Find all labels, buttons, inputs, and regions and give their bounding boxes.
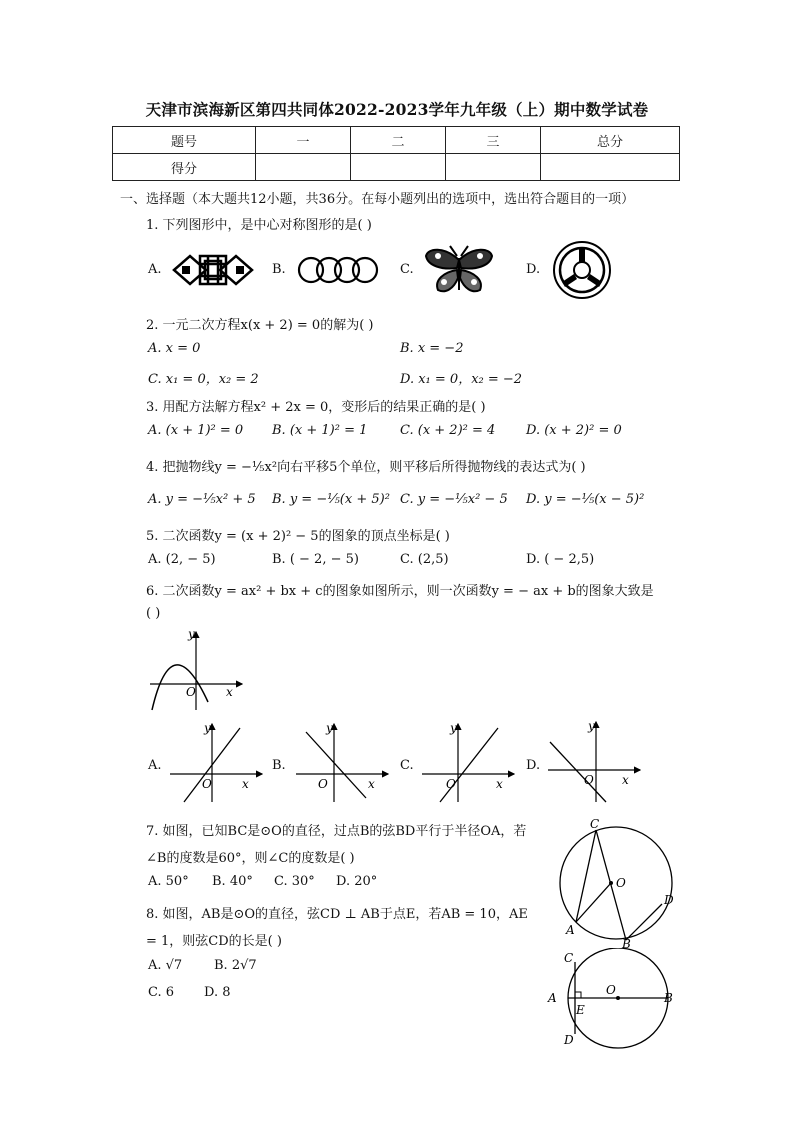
origin-label: O xyxy=(584,773,594,787)
option-b: B. 2√7 xyxy=(214,958,257,973)
option-c: C. (2,5) xyxy=(400,552,449,567)
table-cell xyxy=(351,154,446,181)
option-b: B. xyxy=(272,262,286,277)
option-c: C. y = −⅕x² − 5 xyxy=(400,492,508,507)
axis-label-x: x xyxy=(496,777,503,791)
butterfly-icon xyxy=(424,244,494,296)
point-label-b: B xyxy=(622,937,631,948)
table-cell: 三 xyxy=(446,127,541,154)
question-6-cont: ( ) xyxy=(146,606,161,621)
origin-label: O xyxy=(202,777,212,791)
point-label-d: D xyxy=(564,1033,574,1047)
option-c: C. 30° xyxy=(274,874,315,889)
option-b: B. x = −2 xyxy=(400,341,464,356)
option-a: A. y = −⅕x² + 5 xyxy=(148,492,256,507)
option-d: D. y = −⅕(x − 5)² xyxy=(526,492,645,507)
origin-label: O xyxy=(186,685,196,699)
table-cell: 总分 xyxy=(541,127,680,154)
option-d: D. 8 xyxy=(204,985,231,1000)
option-a: A. 50° xyxy=(148,874,189,889)
option-b: B. (x + 1)² = 1 xyxy=(272,423,368,438)
score-table xyxy=(112,126,680,181)
option-a: A. √7 xyxy=(148,958,183,973)
axis-label-x: x xyxy=(226,685,233,699)
option-d: D. xyxy=(526,262,541,277)
steering-wheel-icon xyxy=(552,240,612,300)
axis-label-y: y xyxy=(588,719,595,733)
question-8-cont: = 1，则弦CD的长是( ) xyxy=(146,934,282,949)
knot-pattern-icon xyxy=(172,248,254,292)
question-6: 6. 二次函数y = ax² + bx + c的图象如图所示，则一次函数y = − ax + b的图象大致是 xyxy=(146,584,654,599)
option-c: C. (x + 2)² = 4 xyxy=(400,423,496,438)
option-c: C. xyxy=(400,758,414,773)
axis-label-y: y xyxy=(204,721,211,735)
page-title: 天津市滨海新区第四共同体2022-2023学年九年级（上）期中数学试卷 xyxy=(145,100,649,119)
circle-figure-q8 xyxy=(544,948,680,1052)
table-row xyxy=(113,154,680,181)
option-d: D. x₁ = 0，x₂ = −2 xyxy=(400,372,523,387)
line-graph-d xyxy=(544,718,644,804)
option-d: D. (x + 2)² = 0 xyxy=(526,423,622,438)
question-4: 4. 把抛物线y = −⅕x²向右平移5个单位，则平移后所得抛物线的表达式为( ) xyxy=(146,460,586,475)
point-label-c: C xyxy=(564,951,574,965)
option-b: B. y = −⅕(x + 5)² xyxy=(272,492,390,507)
option-c: C. x₁ = 0，x₂ = 2 xyxy=(148,372,259,387)
line-graph-c xyxy=(418,718,518,804)
point-label-c: C xyxy=(590,818,600,831)
point-label-e: E xyxy=(576,1003,585,1017)
table-cell xyxy=(541,154,680,181)
axis-label-y: y xyxy=(450,721,457,735)
question-2: 2. 一元二次方程x(x + 2) = 0的解为( ) xyxy=(146,318,374,333)
option-c: C. xyxy=(400,262,414,277)
point-label-o: O xyxy=(606,983,616,997)
option-d: D. xyxy=(526,758,541,773)
option-b: B. ( − 2, − 5) xyxy=(272,552,359,567)
question-7: 7. 如图，已知BC是⊙O的直径，过点B的弦BD平行于半径OA，若 xyxy=(146,824,527,839)
option-d: D. 20° xyxy=(336,874,378,889)
line-graph-a xyxy=(166,718,266,804)
axis-label-x: x xyxy=(242,777,249,791)
option-a: A. (x + 1)² = 0 xyxy=(148,423,244,438)
table-row xyxy=(113,127,680,154)
table-cell: 题号 xyxy=(113,127,256,154)
axis-label-x: x xyxy=(368,777,375,791)
option-a: A. (2, − 5) xyxy=(148,552,216,567)
circle-figure-q7 xyxy=(556,818,684,948)
option-a: A. xyxy=(148,262,162,277)
table-cell: 一 xyxy=(256,127,351,154)
point-label-b: B xyxy=(664,991,673,1005)
axis-label-y: y xyxy=(326,721,333,735)
question-8: 8. 如图，AB是⊙O的直径，弦CD ⊥ AB于点E，若AB = 10，AE xyxy=(146,907,528,922)
point-label-o: O xyxy=(616,876,626,890)
option-b: B. xyxy=(272,758,286,773)
table-cell xyxy=(446,154,541,181)
question-3: 3. 用配方法解方程x² + 2x = 0，变形后的结果正确的是( ) xyxy=(146,400,486,415)
option-b: B. 40° xyxy=(212,874,253,889)
option-d: D. ( − 2,5) xyxy=(526,552,595,567)
table-cell xyxy=(256,154,351,181)
point-label-a: A xyxy=(548,991,557,1005)
option-c: C. 6 xyxy=(148,985,175,1000)
origin-label: O xyxy=(446,777,456,791)
question-7-cont: ∠B的度数是60°，则∠C的度数是( ) xyxy=(146,851,355,866)
olympic-rings-icon xyxy=(297,250,381,290)
option-a: A. xyxy=(148,758,162,773)
table-cell: 二 xyxy=(351,127,446,154)
question-1: 1. 下列图形中，是中心对称图形的是( ) xyxy=(146,218,372,233)
point-label-d: D xyxy=(664,893,674,907)
option-a: A. x = 0 xyxy=(148,341,201,356)
section-heading: 一、选择题（本大题共12小题，共36分。在每小题列出的选项中，选出符合题目的一项） xyxy=(120,192,635,207)
origin-label: O xyxy=(318,777,328,791)
axis-label-y: y xyxy=(188,627,195,641)
line-graph-b xyxy=(292,718,392,804)
point-label-a: A xyxy=(566,923,575,937)
table-cell: 得分 xyxy=(113,154,256,181)
question-5: 5. 二次函数y = (x + 2)² − 5的图象的顶点坐标是( ) xyxy=(146,529,450,544)
parabola-graph xyxy=(146,626,246,712)
axis-label-x: x xyxy=(622,773,629,787)
